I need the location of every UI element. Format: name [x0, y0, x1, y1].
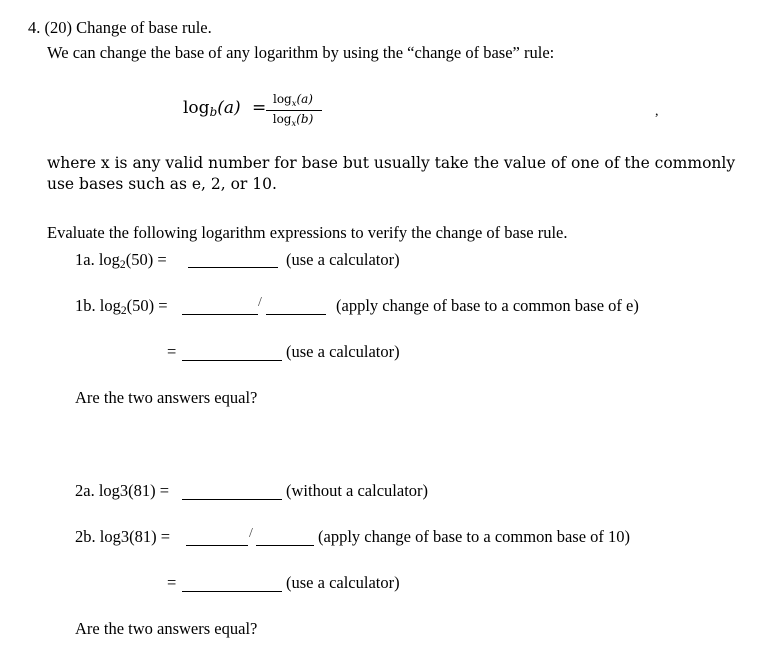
part-2b-expression: 2b. log3(81) =	[75, 527, 171, 546]
instruction-text: Evaluate the following logarithm expressions to verify the change of base rule.	[47, 223, 568, 242]
formula-denominator: $\log_x(b)$	[272, 112, 314, 128]
part-1b-expression: 1b. $\log_2(50)$ =	[75, 296, 168, 317]
answer-blank-2a[interactable]	[182, 485, 282, 500]
part-2a-hint: (without a calculator)	[286, 481, 429, 500]
part-2c-hint: (use a calculator)	[286, 573, 400, 592]
problem-intro: We can change the base of any logarithm by using the “change of base” rule:	[47, 43, 555, 62]
division-slash: /	[258, 295, 262, 310]
formula-equals: =	[252, 98, 267, 118]
fraction-bar	[266, 110, 322, 111]
answer-blank-1a[interactable]	[188, 253, 278, 268]
answer-blank-1c[interactable]	[182, 346, 282, 361]
part-1-question: Are the two answers equal?	[75, 388, 258, 407]
part-1c-equals: =	[167, 342, 177, 361]
answer-blank-2c[interactable]	[182, 577, 282, 592]
formula-lhs-log: log	[183, 98, 210, 118]
where-line-1: where x is any valid number for base but usually take the value of one of the commonly	[47, 154, 736, 172]
part-1a-expression: 1a. $\log_2(50)$ =	[75, 250, 167, 271]
formula-lhs-arg: (a)	[217, 98, 241, 118]
part-1c-hint: (use a calculator)	[286, 342, 400, 361]
where-line-2: use bases such as e, 2, or 10.	[47, 175, 277, 193]
formula-trailing-comma: ,	[655, 104, 659, 119]
formula-lhs-base: b	[209, 105, 218, 119]
answer-blank-1b-numerator[interactable]	[182, 300, 258, 315]
part-1a-hint: (use a calculator)	[286, 250, 400, 269]
part-1b-hint: (apply change of base to a common base of e)	[336, 296, 639, 315]
part-2c-equals: =	[167, 573, 177, 592]
part-2a-expression: 2a. log3(81) =	[75, 481, 170, 500]
answer-blank-2b-denominator[interactable]	[256, 531, 314, 546]
formula-numerator: $\log_x(a)$	[272, 92, 313, 108]
part-2b-hint: (apply change of base to a common base of 10)	[318, 527, 631, 546]
answer-blank-2b-numerator[interactable]	[186, 531, 248, 546]
answer-blank-1b-denominator[interactable]	[266, 300, 326, 315]
division-slash-2: /	[249, 526, 253, 541]
problem-heading: 4. (20) Change of base rule.	[28, 18, 212, 37]
part-2-question: Are the two answers equal?	[75, 619, 258, 638]
